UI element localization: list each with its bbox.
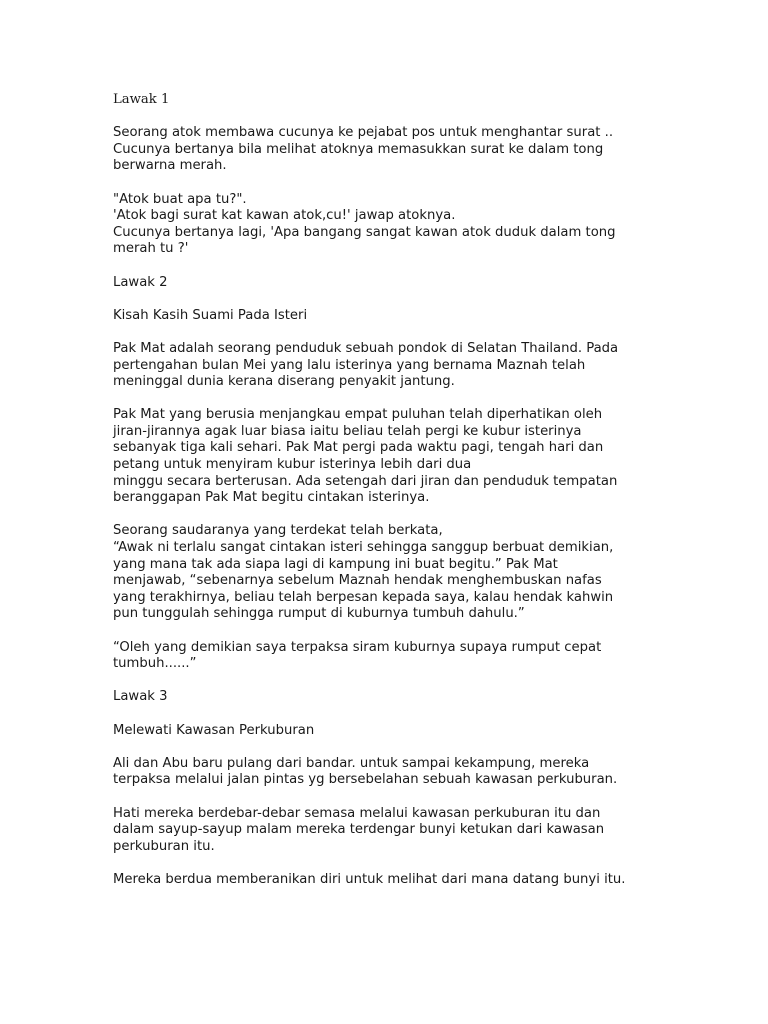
document-body <box>113 92 713 905</box>
paragraph: "Atok buat apa tu?". 'Atok bagi surat kat kawan atok,cu!' jawap atoknya. Cucunya bertanya lagi, 'Apa bangang sangat kawan atok duduk dalam tong merah tu ?' <box>113 191 616 257</box>
paragraph: Hati mereka berdebar-debar semasa melalui kawasan perkuburan itu dan dalam sayup-sayup malam mereka terdengar bunyi ketukan dari kawasan perkuburan itu. <box>113 805 605 854</box>
story-title: Kisah Kasih Suami Pada Isteri <box>113 307 308 323</box>
heading-lawak-3: Lawak 3 <box>113 689 168 705</box>
paragraph: Ali dan Abu baru pulang dari bandar. untuk sampai kekampung, mereka terpaksa melalui jalan pintas yg bersebelahan sebuah kawasan perkuburan. <box>113 755 618 788</box>
story-title: Melewati Kawasan Perkuburan <box>113 722 315 738</box>
heading-lawak-1: Lawak 1 <box>113 92 170 107</box>
paragraph: Seorang atok membawa cucunya ke pejabat pos untuk menghantar surat .. Cucunya bertanya bila melihat atoknya memasukkan surat ke dalam tong berwarna merah. <box>113 125 614 174</box>
paragraph: Pak Mat adalah seorang penduduk sebuah pondok di Selatan Thailand. Pada pertengahan bulan Mei yang lalu isterinya yang bernama Maznah telah meninggal dunia kerana diserang penyakit jantung. <box>113 340 619 390</box>
paragraph: Mereka berdua memberanikan diri untuk melihat dari mana datang bunyi itu. <box>113 871 626 887</box>
paragraph: “Oleh yang demikian saya terpaksa siram kuburnya supaya rumput cepat tumbuh......” <box>113 639 602 672</box>
paragraph: Pak Mat yang berusia menjangkau empat puluhan telah diperhatikan oleh jiran-jirannya agak luar biasa iaitu beliau telah pergi ke kubur isterinya sebanyak tiga kali sehari. Pak Mat pergi pada waktu pagi, tengah hari dan petang untuk menyiram kubur isterinya lebih dari dua minggu secara berterusan. Ada setengah dari jiran dan penduduk tempatan beranggapan Pak Mat begitu cintakan isterinya. <box>113 407 618 506</box>
heading-lawak-2: Lawak 2 <box>113 274 168 290</box>
paragraph: Seorang saudaranya yang terdekat telah berkata, “Awak ni terlalu sangat cintakan isteri sehingga sanggup berbuat demikian, yang mana tak ada siapa lagi di kampung ini buat begitu.” Pak Mat menjawab, “sebenarnya sebelum Maznah hendak menghembuskan nafas yang terakhirnya, beliau telah berpesan kepada saya, kalau hendak kahwin pun tunggulah sehingga rumput di kuburnya tumbuh dahulu.” <box>113 523 614 622</box>
